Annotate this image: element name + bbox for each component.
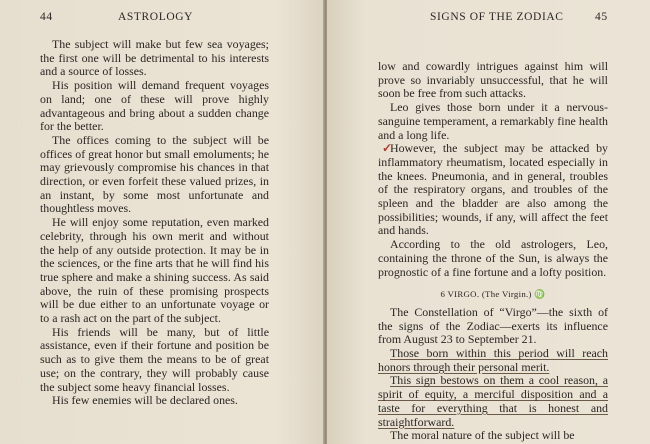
right-running-head: SIGNS OF THE ZODIAC [430, 11, 564, 23]
paragraph: low and cowardly intrigues against him will prove so invariably unsuccessful, that he will soon be free from such attacks. [378, 59, 608, 101]
underlined-passage: Those born within this period will reach honors through their personal merit. [378, 346, 608, 374]
paragraph: His position will demand frequent voyages on land; one of these will prove highly advantageous and bring about a sudden change for the better. [40, 78, 269, 134]
left-body-text [40, 38, 269, 408]
margin-check-mark: ✓ [382, 141, 392, 156]
paragraph: His friends will be many, but of little assistance, even if their fortune and position be such as to give them the means to be of great use; on the contrary, they will probably cause the subject some heavy financial losses. [40, 324, 269, 394]
paragraph: The Constellation of “Virgo”—the sixth of the signs of the Zodiac—exerts its influence from August 23 to September 21. [378, 304, 608, 347]
right-body-text [378, 60, 608, 443]
paragraph: His few enemies will be declared ones. [52, 393, 238, 408]
right-page-number: 45 [595, 11, 608, 23]
underlined-passage: This sign bestows on them a cool reason, a spirit of equity, a merciful disposition and a taste for everything that is honest and straightforward. [378, 373, 608, 429]
left-page [0, 0, 324, 444]
paragraph [378, 374, 608, 429]
paragraph-text: However, the subject may be attacked by inflammatory rheumatism, located especially in the knees. Pneumonia, and in general, troubles of the respiratory organs, and troubles of the spleen and the bladder are also among the possibilities; wounds, if any, will affect the feet and hands. [378, 141, 608, 238]
paragraph [378, 142, 608, 238]
right-page [327, 0, 650, 444]
paragraph: Leo gives those born under it a nervous-sanguine temperament, a remarkably fine health and a long life. [378, 100, 608, 142]
paragraph: According to the old astrologers, Leo, containing the throne of the Sun, is always the prognostic of a fine fortune and a lofty position. [378, 237, 608, 279]
paragraph: The moral nature of the subject will be [390, 428, 575, 443]
left-running-head: ASTROLOGY [118, 11, 194, 23]
paragraph: The offices coming to the subject will be offices of great honor but small emoluments; he may grievously compromise his chances in that direction, or even forfeit these valued prizes, in an instant, by some most unfortunate and thoughtless moves. [40, 132, 269, 216]
paragraph [378, 347, 608, 374]
paragraph: He will enjoy some reputation, even marked celebrity, through his own merit and without the help of any outside protection. It may be in the sciences, or the fine arts that he will find his true sphere and make a shining success. As said above, the ruin of these promising prospects will be due either to an unfortunate voyage or to a rash act on the part of the subject. [40, 215, 269, 326]
section-heading-virgo: 6 VIRGO. (The Virgin.) ♍ [440, 289, 546, 300]
paragraph: The subject will make but few sea voyages; the first one will be detrimental to his interests and a source of losses. [40, 37, 269, 79]
left-page-number: 44 [40, 11, 53, 23]
